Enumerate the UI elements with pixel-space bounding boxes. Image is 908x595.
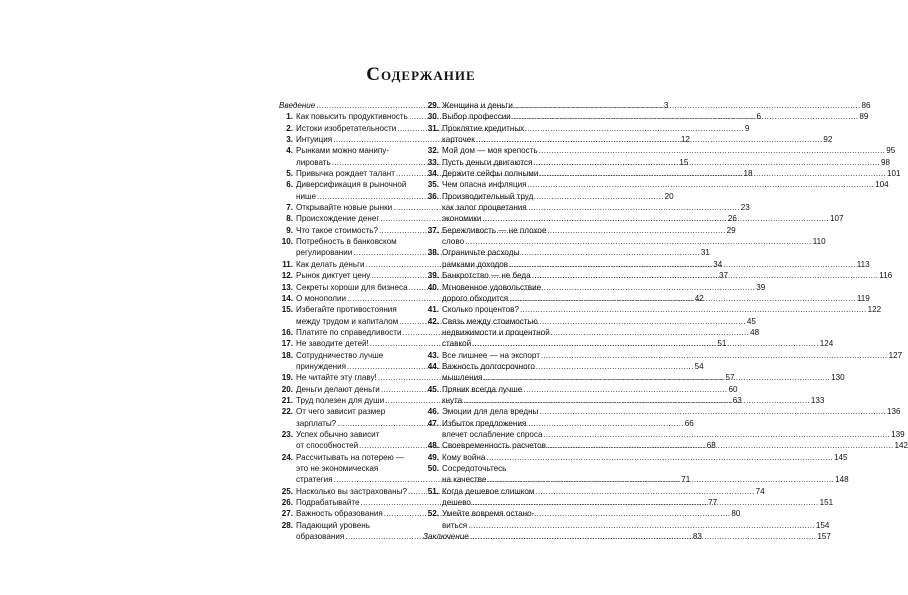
chapter-title: Не заводите детей! [296, 339, 369, 349]
page-number: 20 [664, 191, 674, 201]
page-number: 34 [713, 259, 723, 269]
toc-entry-line [423, 327, 560, 338]
chapter-number: 44. [427, 361, 439, 371]
chapter-title: Умейте вовремя остано- [442, 509, 535, 519]
chapter-number: 15. [281, 305, 293, 315]
chapter-title: О монополии [296, 293, 347, 303]
chapter-title: Производительный труд [442, 191, 534, 201]
chapter-title: Пряник всегда лучше [442, 384, 523, 394]
chapter-number: 29. [427, 101, 439, 110]
page-number: 148 [835, 475, 849, 485]
chapter-title: Сосредоточьтесь [442, 464, 507, 473]
chapter-title: экономики [442, 214, 482, 224]
page-number: 6 [756, 112, 761, 122]
dot-leader [520, 304, 867, 315]
chapter-title: от способностей [296, 441, 359, 451]
chapter-title: Происхождение денег [296, 214, 380, 224]
chapter-title: Мой дом — моя крепость [442, 146, 538, 156]
page-number: 139 [891, 429, 905, 439]
toc-entry-line [423, 304, 882, 315]
chapter-title: Подрабатывайте [296, 498, 360, 508]
chapter-title: как залог процветания [442, 203, 527, 213]
page-number: 122 [867, 305, 882, 315]
page-number: 31 [700, 248, 710, 258]
chapter-title: Пусть деньги двигаются [442, 157, 533, 167]
chapter-title: Своевременность расчетов [442, 441, 546, 451]
chapter-number: 28. [281, 520, 293, 530]
chapter-title: влечет ослабление спроса [442, 429, 543, 439]
chapter-title: Важность долгосрочного [442, 361, 535, 371]
page-number: 145 [834, 452, 848, 462]
page-number: 130 [831, 373, 845, 383]
chapter-number: 13. [281, 282, 293, 292]
toc-entry-line [279, 406, 413, 417]
page-number: 89 [859, 112, 869, 122]
dot-leader [465, 236, 812, 247]
toc-entry-line [423, 463, 560, 474]
dot-leader [472, 497, 819, 508]
page-number: 98 [881, 157, 891, 167]
chapter-number: 16. [281, 327, 293, 337]
chapter-title: Как повысить продуктивность [296, 112, 408, 122]
chapter-number: 32. [427, 146, 439, 156]
chapter-number: 22. [281, 407, 293, 417]
chapter-number: 30. [427, 112, 439, 122]
page-number: 12 [680, 135, 690, 145]
page-number: 23 [740, 203, 750, 213]
page-number: 83 [692, 532, 702, 542]
chapter-title: Рынок диктует цену [296, 271, 371, 281]
toc-entry-line [423, 429, 905, 440]
page-title: Содержание [366, 64, 476, 85]
chapter-title: образования [296, 532, 345, 542]
chapter-title: Держите сейфы полными [442, 169, 539, 179]
chapter-number: 41. [427, 305, 439, 315]
chapter-title: Важность образования [296, 509, 383, 519]
page-number: 77 [708, 498, 718, 508]
page-number: 107 [830, 214, 844, 224]
page-number: 124 [819, 339, 834, 349]
toc-entry-line [279, 452, 413, 463]
chapter-number: 49. [427, 452, 439, 462]
toc-entry-line [423, 418, 560, 429]
page-number: 26 [727, 214, 737, 224]
chapter-number: 38. [427, 248, 439, 258]
page-number: 66 [684, 418, 694, 428]
chapter-number: 4. [286, 146, 293, 156]
dot-leader [543, 429, 890, 440]
chapter-number: 19. [281, 373, 293, 383]
dot-leader [468, 520, 815, 531]
chapter-title: Не читайте эту главу! [296, 373, 377, 383]
chapter-title: Избегайте противостояния [296, 305, 397, 315]
page-number: 29 [726, 225, 736, 235]
toc-entry-line [423, 361, 560, 372]
chapter-number: 23. [281, 429, 293, 439]
chapter-number: 43. [427, 350, 439, 360]
chapter-number: 35. [427, 180, 439, 190]
chapter-number: 26. [281, 498, 293, 508]
toc-entry-line [423, 191, 560, 202]
chapter-title: это не экономическая [296, 464, 379, 473]
page-number: 86 [861, 101, 871, 110]
page-number: 101 [887, 169, 901, 179]
dot-leader [472, 338, 819, 349]
chapter-title: Интуиция [296, 135, 333, 145]
dot-leader [539, 406, 886, 417]
dot-leader [527, 179, 874, 190]
chapter-title: Рынками можно манипу- [296, 146, 390, 156]
page-number: 113 [856, 259, 870, 269]
toc-entry-line [279, 350, 413, 361]
chapter-title: Избыток предложения [442, 418, 527, 428]
chapter-number: 14. [281, 293, 293, 303]
dot-leader [512, 111, 859, 122]
page-number: 57 [725, 373, 735, 383]
toc-entry-line [423, 520, 830, 531]
chapter-title: Открывайте новые рынки [296, 203, 393, 213]
chapter-title: слово [442, 237, 465, 247]
chapter-title: Кому война [442, 452, 486, 462]
toc-entry[interactable] [423, 406, 901, 417]
page-number: 68 [706, 441, 716, 451]
dot-leader [463, 395, 810, 406]
toc-entry-line [423, 452, 848, 463]
chapter-title: лировать [296, 157, 331, 167]
toc-entry-line [423, 508, 560, 519]
dot-leader [533, 157, 880, 168]
chapter-title: Что такое стоимость? [296, 225, 378, 235]
toc-entry-line [423, 236, 826, 247]
chapter-number: 20. [281, 384, 293, 394]
page-number: 136 [886, 407, 901, 417]
toc-entry-line [423, 316, 560, 327]
chapter-number: 47. [427, 418, 439, 428]
chapter-title: стратегия [296, 475, 333, 485]
dot-leader [487, 474, 834, 485]
chapter-number: 25. [281, 486, 293, 496]
page-number: 3 [663, 101, 669, 110]
dot-leader [514, 100, 861, 111]
chapter-title: дорого обходится [442, 293, 509, 303]
chapter-number: 11. [282, 259, 293, 269]
chapter-title: Сколько процентов? [442, 305, 519, 315]
chapter-title: регулировании [296, 248, 353, 258]
chapter-title: на качестве [442, 475, 487, 485]
chapter-number: 42. [427, 316, 439, 326]
chapter-title: Сотрудничество лучше [296, 350, 384, 360]
toc-entry[interactable] [423, 111, 869, 122]
chapter-title: недвижимости и процентной [442, 327, 550, 337]
chapter-title: Успех обычно зависит [296, 429, 380, 439]
dot-leader [470, 531, 817, 542]
page-number: 116 [879, 271, 893, 281]
dot-leader [486, 452, 833, 463]
dot-leader [539, 145, 886, 156]
toc-entry-line [423, 247, 560, 258]
toc-entry-line [423, 100, 871, 111]
chapter-title: виться [442, 520, 468, 530]
chapter-number: 24. [281, 452, 293, 462]
toc-entry-line [279, 520, 413, 531]
chapter-title: Банкротство — не беда [442, 271, 531, 281]
chapter-title: Платите по справедливости [296, 327, 402, 337]
toc-entry-line [423, 350, 903, 361]
toc-entry-line [279, 236, 413, 247]
chapter-number: 34. [427, 169, 439, 179]
chapter-number: 6. [286, 180, 293, 190]
toc-entry[interactable] [423, 145, 896, 156]
toc-entry-line [423, 384, 560, 395]
page-number: 63 [732, 395, 742, 405]
chapter-title: Эмоции для дела вредны [442, 407, 539, 417]
page-number: 54 [694, 361, 704, 371]
chapter-title: Насколько вы застрахованы? [296, 486, 407, 496]
page-number: 18 [743, 169, 753, 179]
chapter-title: Диверсификация в рыночной [296, 180, 407, 190]
chapter-number: 51. [427, 486, 439, 496]
chapter-number: 50. [427, 464, 439, 473]
page-number: 133 [810, 395, 825, 405]
chapter-number: 52. [427, 509, 439, 519]
chapter-number: 3. [286, 135, 293, 145]
chapter-title: Когда дешевое слишком [442, 486, 535, 496]
toc-entry[interactable] [423, 179, 889, 190]
page-number: 127 [888, 350, 903, 360]
page-number: 80 [731, 509, 741, 519]
page-number: 42 [694, 293, 704, 303]
chapter-title: дешево [442, 498, 471, 508]
chapter-number: 21. [281, 395, 293, 405]
toc-entry-line [423, 202, 560, 213]
chapter-number: 18. [281, 350, 293, 360]
chapter-number: 45. [427, 384, 439, 394]
chapter-title: Истоки изобретательности [296, 123, 397, 133]
chapter-title: Все лишнее — на экспорт [442, 350, 540, 360]
page-number: 142 [894, 441, 908, 451]
dot-leader [476, 134, 823, 145]
toc-entry-line [423, 145, 896, 156]
chapter-number: 37. [427, 225, 439, 235]
page-number: 154 [815, 520, 830, 530]
chapter-number: 10. [281, 237, 293, 247]
dot-leader [482, 213, 829, 224]
dot-leader [532, 270, 879, 281]
chapter-number: 48. [427, 441, 439, 451]
chapter-number: 2. [286, 123, 293, 133]
dot-leader [547, 440, 894, 451]
chapter-number: 9. [286, 225, 293, 235]
dot-leader [483, 372, 830, 383]
toc-entry-line [423, 225, 560, 236]
toc-entry-line [423, 111, 869, 122]
chapter-title: принуждения [296, 361, 347, 371]
toc-entry-line [279, 179, 413, 190]
toc-entry[interactable] [423, 304, 882, 315]
chapter-title: Введение [279, 101, 316, 110]
chapter-title: Деньги делают деньги [296, 384, 380, 394]
chapter-title: Проклятие кредитных [442, 123, 525, 133]
toc-entry-line [423, 123, 560, 134]
toc-entry-line [423, 179, 889, 190]
page-number: 39 [756, 282, 766, 292]
toc-entry-line [423, 486, 560, 497]
chapter-title: Женщина и деньги [442, 101, 513, 110]
chapter-title: Падающий уровень [296, 520, 370, 530]
toc-entry[interactable] [423, 452, 848, 463]
chapter-number: 36. [427, 191, 439, 201]
chapter-title: карточек [442, 135, 475, 145]
chapter-title: ставкой [442, 339, 472, 349]
page-number: 71 [681, 475, 691, 485]
chapter-number: 39. [427, 271, 439, 281]
chapter-title: рамками доходов [442, 259, 509, 269]
chapter-number: 8. [286, 214, 293, 224]
chapter-number: 40. [427, 282, 439, 292]
toc-entry-line [279, 429, 413, 440]
chapter-title: Секреты хороши для бизнеса [296, 282, 408, 292]
page-number: 104 [875, 180, 889, 190]
page-number: 92 [823, 135, 833, 145]
chapter-number: 27. [281, 509, 293, 519]
page-number: 15 [679, 157, 689, 167]
chapter-title: Ограничьте расходы [442, 248, 520, 258]
dot-leader [509, 293, 856, 304]
page-number: 48 [750, 327, 760, 337]
chapter-number: 1. [286, 112, 293, 122]
page-number: 110 [812, 237, 826, 247]
toc-entry-line [279, 145, 413, 156]
chapter-number: 12. [281, 271, 293, 281]
chapter-title: нише [296, 191, 316, 201]
toc-entry-line [423, 282, 560, 293]
chapter-title: От чего зависит размер [296, 407, 386, 417]
chapter-title: Чем опасна инфляция [442, 180, 527, 190]
chapter-title: мышления [442, 373, 483, 383]
page-number: 151 [819, 498, 834, 508]
chapter-title: Мгновенное удовольствие [442, 282, 542, 292]
page-number: 74 [755, 486, 765, 496]
toc-entry[interactable] [423, 350, 903, 361]
dot-leader [509, 259, 856, 270]
dot-leader [539, 168, 886, 179]
toc-entry-line [279, 463, 413, 474]
chapter-title: Заключение [423, 532, 469, 542]
chapter-title: Связь между стоимостью [442, 316, 538, 326]
chapter-number: 7. [286, 203, 293, 213]
chapter-number: 17. [281, 339, 293, 349]
chapter-number: 33. [427, 157, 439, 167]
page-number: 51 [717, 339, 727, 349]
toc-entry-line [279, 304, 413, 315]
chapter-title: Потребность в банковском [296, 237, 397, 247]
chapter-number: 31. [427, 123, 439, 133]
chapter-number: 5. [286, 169, 293, 179]
page-number: 95 [886, 146, 896, 156]
chapter-title: Выбор профессии [442, 112, 511, 122]
page-number: 45 [746, 316, 756, 326]
chapter-number: 46. [427, 407, 439, 417]
page-number: 157 [817, 532, 831, 542]
chapter-title: кнута [442, 395, 463, 405]
page-number: 37 [718, 271, 728, 281]
chapter-title: Труд полезен для души [296, 395, 385, 405]
page-number: 9 [744, 123, 750, 133]
chapter-title: Рассчитывать на потерею — [296, 452, 405, 462]
chapter-title: Привычка рождает талант [296, 169, 395, 179]
page-number: 60 [728, 384, 738, 394]
toc-entry-line [423, 406, 901, 417]
chapter-title: Как делать деньги [296, 259, 365, 269]
toc-entry[interactable] [423, 100, 871, 111]
dot-leader [541, 350, 888, 361]
chapter-title: зарплаты? [296, 418, 337, 428]
chapter-title: между трудом и капиталом [296, 316, 399, 326]
page-number: 119 [856, 293, 870, 303]
chapter-title: Бережливость — не плохое [442, 225, 547, 235]
